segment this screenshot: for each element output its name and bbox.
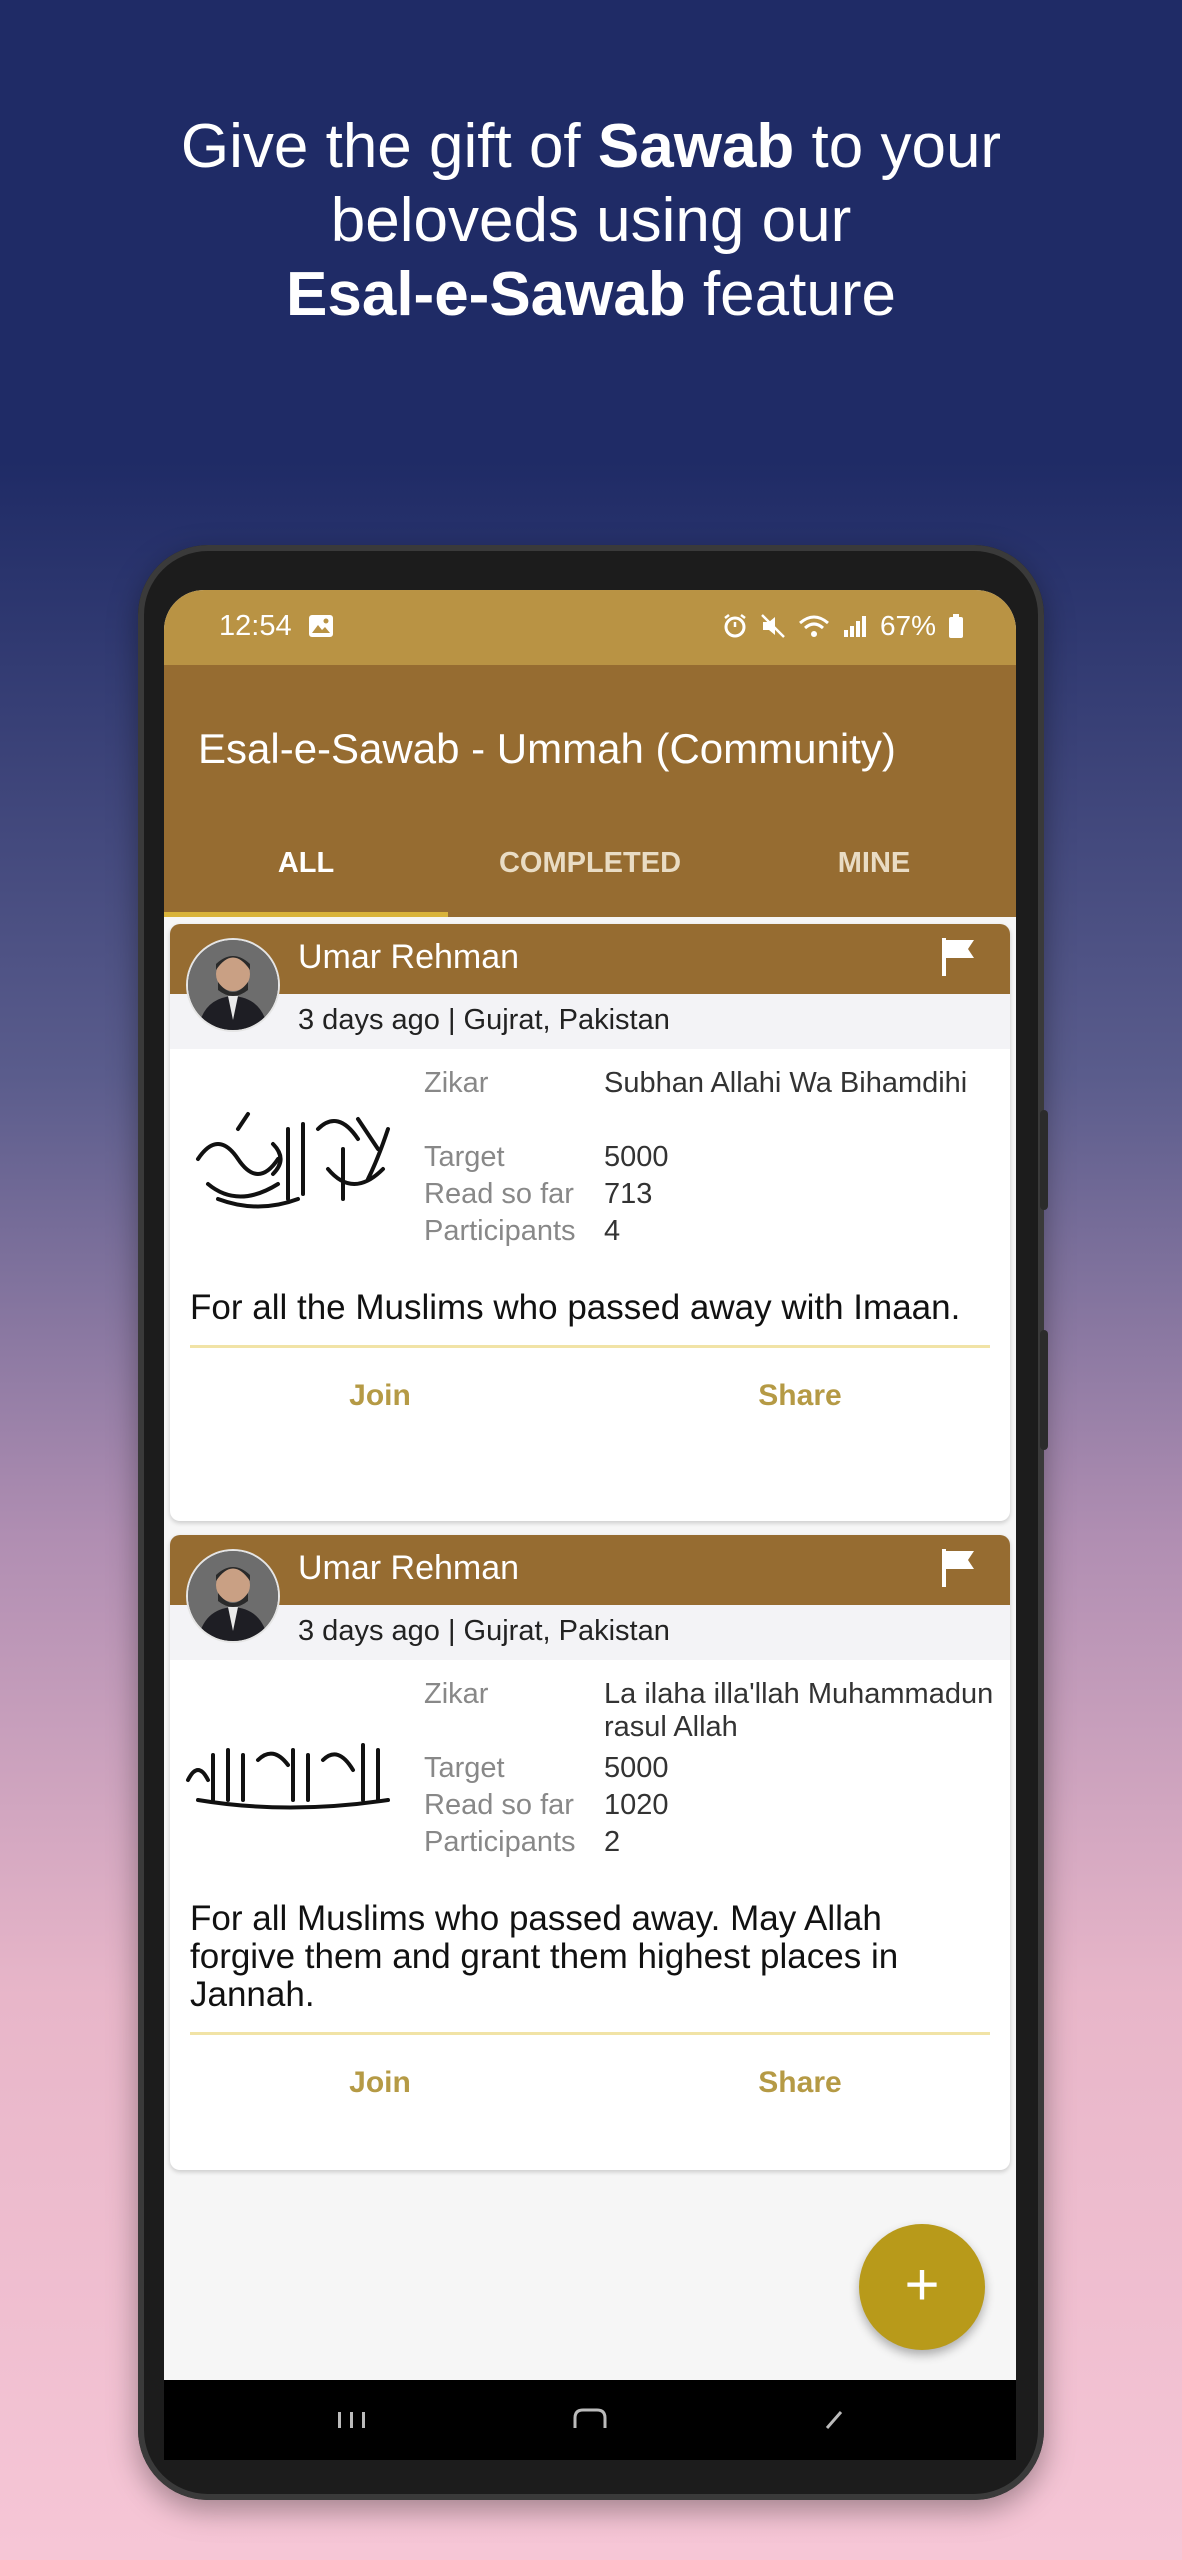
- page-title: Esal-e-Sawab - Ummah (Community): [198, 725, 896, 772]
- calligraphy-image: [178, 1089, 398, 1229]
- participants-value: 4: [604, 1215, 621, 1247]
- headline-text: to your: [794, 112, 1002, 181]
- esal-card: [170, 1535, 1010, 2170]
- zikar-value: Subhan Allahi Wa Bihamdihi: [604, 1067, 968, 1099]
- participants-label: Participants: [424, 1826, 576, 1858]
- alarm-icon: [722, 613, 748, 639]
- read-label: Read so far: [424, 1178, 574, 1210]
- system-nav-bar: [164, 2380, 1016, 2460]
- target-value: 5000: [604, 1752, 669, 1784]
- app-bar: [164, 665, 1016, 917]
- read-label: Read so far: [424, 1789, 574, 1821]
- headline-line2: beloveds using our: [330, 186, 852, 255]
- tab-all[interactable]: ALL: [164, 835, 448, 917]
- zikar-label: Zikar: [424, 1678, 489, 1710]
- card-description: For all Muslims who passed away. May Allah forgive them and grant them highest places in Jannah.: [190, 1899, 899, 2014]
- target-label: Target: [424, 1752, 505, 1784]
- read-value: 713: [604, 1178, 653, 1210]
- back-icon[interactable]: [819, 2404, 849, 2434]
- mute-icon: [760, 613, 786, 639]
- tab-mine[interactable]: MINE: [837, 847, 911, 879]
- zikar-value: La ilaha illa'llah Muhammadun rasul Allah: [604, 1678, 994, 1743]
- avatar: [186, 1549, 280, 1643]
- recents-icon[interactable]: [334, 2406, 370, 2434]
- flag-icon[interactable]: [938, 1547, 980, 1589]
- status-time: 12:54: [219, 610, 292, 642]
- flag-icon[interactable]: [938, 936, 980, 978]
- target-value: 5000: [604, 1141, 669, 1173]
- avatar: [186, 938, 280, 1032]
- home-icon[interactable]: [569, 2404, 611, 2434]
- wifi-icon: [798, 613, 830, 639]
- battery-icon: [948, 613, 964, 639]
- promo-headline: [0, 110, 1182, 332]
- tab-bar: [164, 835, 1016, 917]
- headline-text: Give the gift of: [180, 112, 598, 181]
- share-button[interactable]: Share: [758, 1378, 842, 1412]
- esal-card: [170, 924, 1010, 1521]
- tab-completed[interactable]: COMPLETED: [498, 847, 682, 879]
- signal-icon: [842, 614, 868, 638]
- post-meta: 3 days ago | Gujrat, Pakistan: [298, 1004, 670, 1036]
- zikar-label: Zikar: [424, 1067, 489, 1099]
- status-bar: [164, 590, 1016, 665]
- headline-bold-feature: Esal-e-Sawab: [286, 260, 686, 329]
- power-button: [1040, 1330, 1048, 1450]
- calligraphy-image: [178, 1700, 398, 1840]
- participants-label: Participants: [424, 1215, 576, 1247]
- battery-percent: 67%: [879, 610, 936, 641]
- headline-bold-sawab: Sawab: [597, 112, 795, 181]
- share-button[interactable]: Share: [758, 2065, 842, 2099]
- user-name: Umar Rehman: [298, 1549, 520, 1587]
- read-value: 1020: [604, 1789, 669, 1821]
- join-button[interactable]: Join: [349, 2065, 411, 2099]
- phone-screen: [164, 590, 1016, 2420]
- user-name: Umar Rehman: [298, 938, 520, 976]
- participants-value: 2: [604, 1826, 621, 1858]
- join-button[interactable]: Join: [349, 1378, 411, 1412]
- post-meta: 3 days ago | Gujrat, Pakistan: [298, 1615, 670, 1647]
- card-description: For all the Muslims who passed away with Imaan.: [190, 1288, 961, 1327]
- volume-button: [1040, 1110, 1048, 1210]
- add-button[interactable]: +: [859, 2224, 985, 2350]
- image-icon: [308, 614, 334, 638]
- headline-text: feature: [685, 260, 896, 329]
- target-label: Target: [424, 1141, 505, 1173]
